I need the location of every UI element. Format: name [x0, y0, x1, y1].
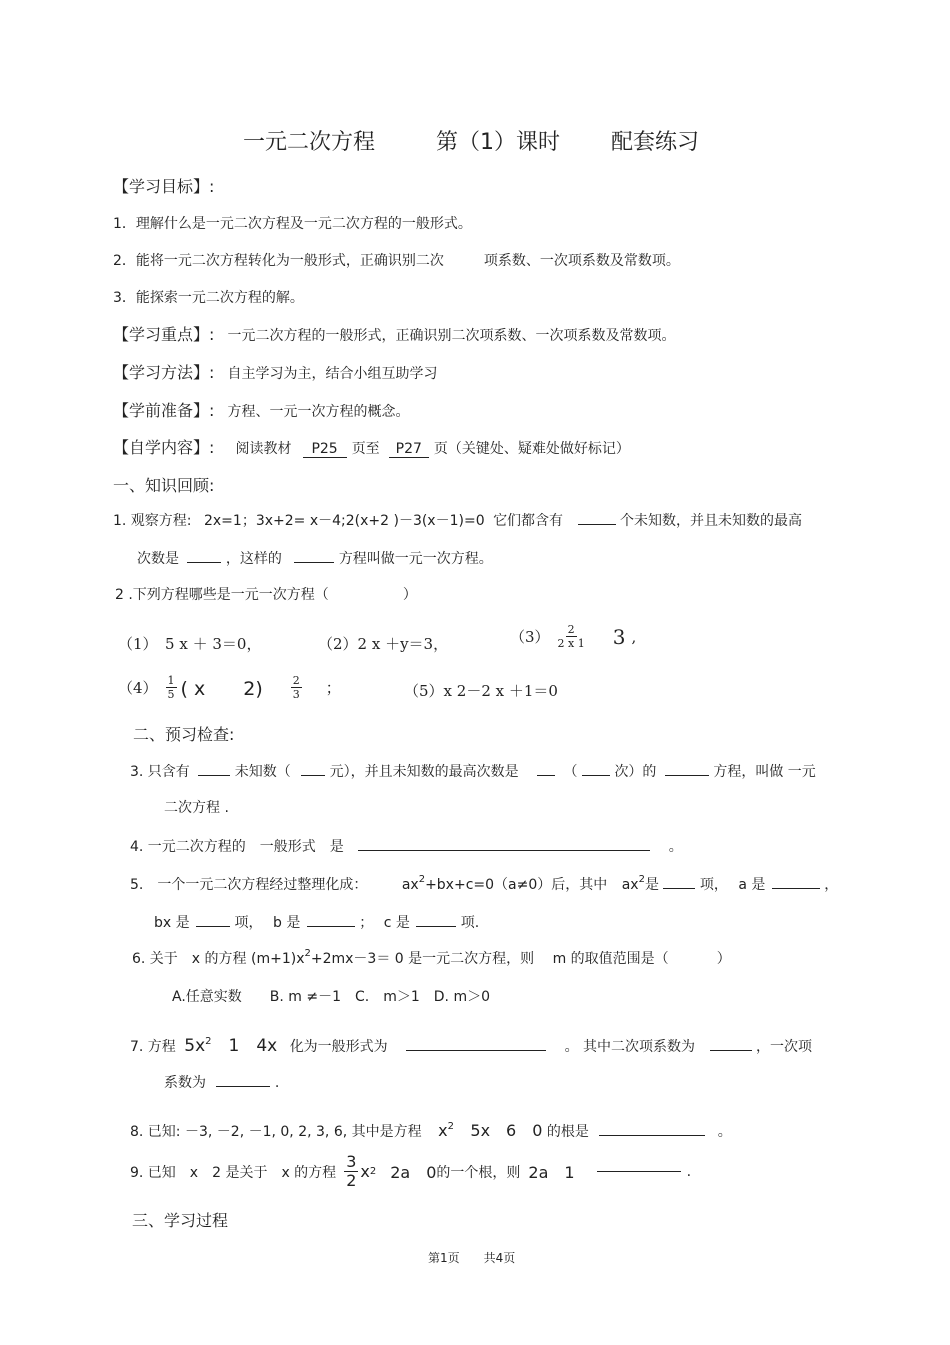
question-2: 2 .下列方程哪些是一元一次方程（ ）	[115, 587, 417, 603]
blank	[294, 562, 334, 563]
blank	[216, 1086, 270, 1087]
blank	[198, 775, 230, 776]
prep-label: 【学前准备】:	[113, 401, 215, 420]
fraction: $\frac{1}{5}$	[167, 674, 175, 701]
section-1-heading: 一、知识回顾:	[113, 476, 215, 495]
focus-text: 一元二次方程的一般形式，正确识别二次项系数、一次项系数及常数项。	[227, 328, 676, 344]
question-3-line-2: 二次方程 .	[164, 800, 229, 816]
page-footer: 第1页 共4页	[428, 1251, 516, 1265]
question-9: 9. 已知 x 2 是关于 x 的方程 $\frac{3}{2}$ x 2 2a 0 的一个根，则 2a 1 .	[130, 1152, 692, 1190]
section-2-heading: 二、预习检查:	[133, 725, 235, 744]
title-main: 一元二次方程	[243, 130, 376, 155]
question-5-line-1: 5. 一个一元二次方程经过整理化成： $ax^2+bx+c=0(a\ne 0)$后，其中 $ax^2$是 项， a 是 ，	[130, 874, 839, 893]
focus-row	[113, 322, 676, 345]
goal-2: 2．能将一元二次方程转化为一般形式，正确识别二次 项系数、一次项系数及常数项。	[113, 253, 680, 269]
blank	[582, 775, 610, 776]
answer-blank[interactable]	[597, 1171, 681, 1172]
question-6-options: A.任意实数 B. m ≠－1 C. m＞1 D. m＞0	[172, 989, 491, 1005]
page-end: P27	[389, 442, 429, 458]
blank	[196, 926, 230, 927]
question-7-line-1: 7. 方程 $5x^2$ 1 4x 化为一般形式为 。 其中二次项系数为 ，一次项	[130, 1036, 812, 1056]
fraction: $\frac{2}{2 x 1}$	[557, 623, 585, 650]
blank	[665, 775, 709, 776]
blank	[307, 926, 355, 927]
goal-1: 1．理解什么是一元二次方程及一元二次方程的一般形式。	[113, 216, 472, 232]
blank	[663, 888, 695, 889]
prep-text: 方程、一元一次方程的概念。	[227, 404, 410, 420]
q1-equations: 2x=1；3x+2= x－4;2(x+2 )－3(x－1)=0	[203, 513, 485, 529]
blank	[772, 888, 820, 889]
blank	[578, 524, 616, 525]
prep-row	[113, 398, 410, 421]
question-8: 8. 已知: －3, －2, －1, 0, 2, 3, 6, 其中是方程 $x^2$ 5x 6 0 的根是 。	[130, 1121, 732, 1140]
method-label: 【学习方法】:	[113, 363, 215, 382]
option-1: （1） 5 x ＋ 3＝0，	[118, 635, 262, 653]
answer-blank[interactable]	[406, 1050, 546, 1051]
question-3-line-1: 3. 只含有 未知数（ 元），并且未知数的最高次数是 （ 次）的 方程，叫做 一元	[130, 764, 816, 780]
question-1-line-1: 1. 观察方程: 2x=1；3x+2= x－4;2(x+2 )－3(x－1)=0 它们都含有 个未知数，并且未知数的最高	[113, 513, 802, 529]
page-start: P25	[303, 442, 347, 458]
blank	[187, 562, 221, 563]
option-3: （3） $\frac{2}{2 x 1}$ 3 ,	[510, 623, 637, 650]
question-4: 4. 一元二次方程的 一般形式 是 。	[130, 839, 683, 855]
fraction: $\frac{3}{2}$	[346, 1152, 357, 1190]
blank	[416, 926, 456, 927]
self-label: 【自学内容】:	[113, 438, 215, 457]
blank	[301, 775, 325, 776]
blank	[710, 1050, 752, 1051]
method-row	[113, 360, 438, 383]
option-5: （5）x 2－2 x ＋1＝0	[404, 682, 558, 700]
question-1-line-2: 次数是 ，这样的 方程叫做一元一次方程。	[137, 551, 493, 567]
question-5-line-2: bx 是 项， b 是 ； c 是 项.	[154, 915, 480, 931]
fraction: $\frac{2}{3}$	[292, 674, 300, 701]
blank	[537, 775, 555, 776]
title-practice: 配套练习	[611, 130, 700, 155]
self-study-row: 【自学内容】: 阅读教材 P25 页至 P27 页（关键处、疑难处做好标记）	[113, 438, 630, 457]
answer-blank[interactable]	[599, 1135, 705, 1136]
question-6: 6. 关于 x 的方程 $(m+1)x^2+2mx-3= 0$ 是一元二次方程，则 m 的取值范围是（ ）	[132, 948, 731, 967]
question-7-line-2: 系数为 .	[164, 1075, 280, 1091]
section-3-heading: 三、学习过程	[132, 1211, 229, 1230]
goals-label: 【学习目标】:	[113, 177, 215, 196]
goal-3: 3．能探索一元二次方程的解。	[113, 290, 304, 306]
title-lesson: 第（1）课时	[436, 130, 561, 155]
option-4: （4） $\frac{1}{5}$ ( x 2) $\frac{2}{3}$ ；	[118, 674, 341, 701]
answer-blank[interactable]	[358, 850, 650, 851]
page-title	[243, 125, 699, 156]
focus-label: 【学习重点】:	[113, 325, 215, 344]
option-2: （2）2 x ＋y＝3，	[318, 635, 449, 653]
method-text: 自主学习为主，结合小组互助学习	[227, 366, 438, 382]
